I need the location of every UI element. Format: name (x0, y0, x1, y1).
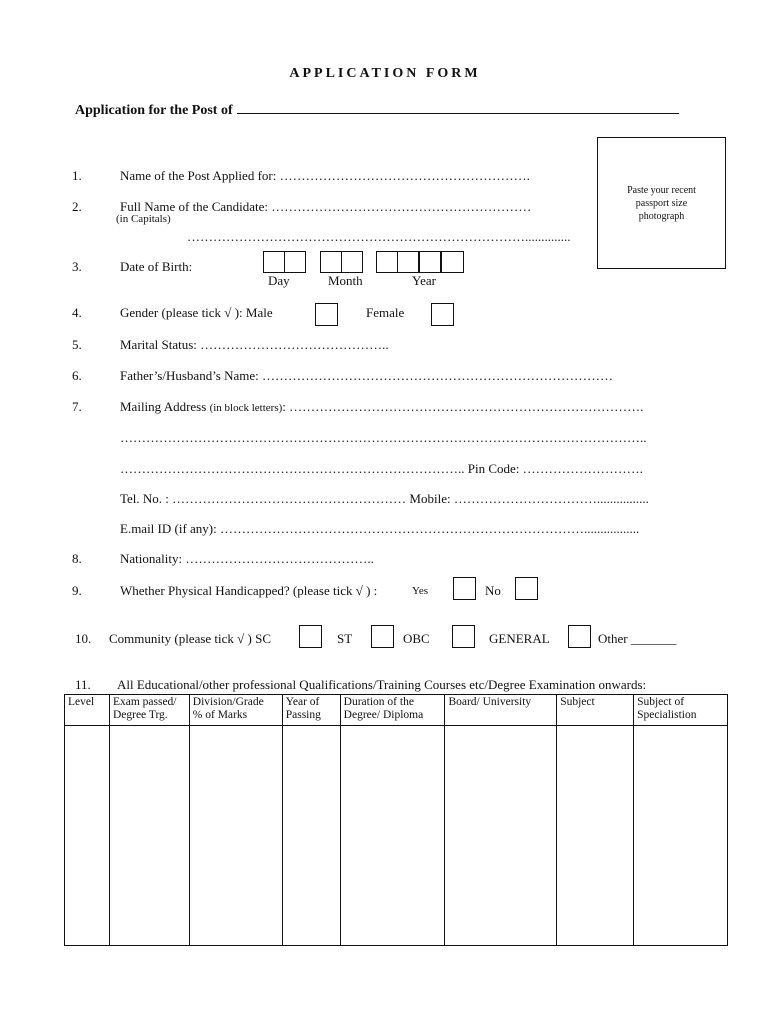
phone-mobile-field[interactable]: Tel. No. : ……………………………………………… Mobile: ……………………………................ (120, 491, 649, 506)
table-header-row (65, 695, 728, 726)
post-of-blank[interactable] (237, 101, 679, 114)
dob-year-box-3[interactable] (419, 251, 441, 273)
item-number: 8. (72, 551, 82, 566)
post-applied-field[interactable]: Name of the Post Applied for: …………………………………………………. (120, 168, 530, 183)
nationality-field[interactable]: Nationality: …………………………………….. (120, 551, 374, 566)
table-cell[interactable] (340, 726, 445, 946)
photo-box[interactable] (597, 137, 726, 269)
dob-year-box-2[interactable] (397, 251, 419, 273)
yes-label: Yes (412, 585, 429, 597)
handicapped-no-checkbox[interactable] (515, 577, 538, 600)
item-number: 4. (72, 305, 82, 320)
dob-year-box-1[interactable] (376, 251, 398, 273)
email-field[interactable]: E.mail ID (if any): …………………………………………………………………………................. (120, 521, 640, 536)
general-label: GENERAL (489, 631, 550, 646)
mailing-address-line-2[interactable]: ………………………………………………………………………………………………………….. (120, 430, 647, 445)
mailing-address-line-1: : ………………………………………………………………………. (282, 399, 644, 414)
male-checkbox[interactable] (315, 303, 338, 326)
table-cell[interactable] (282, 726, 340, 946)
column-header-specialisation: Subject of Specialistion (634, 695, 728, 726)
st-checkbox[interactable] (371, 625, 394, 648)
father-husband-name-field[interactable]: Father’s/Husband’s Name: ……………………………………………………………………… (120, 368, 614, 383)
dob-day-label: Day (268, 273, 290, 288)
item-number: 11. (75, 677, 91, 692)
no-label: No (485, 583, 501, 598)
photo-instructions: Paste your recent passport size photograph (627, 185, 696, 222)
item-number: 2. (72, 199, 82, 214)
table-cell[interactable] (557, 726, 634, 946)
handicapped-yes-checkbox[interactable] (453, 577, 476, 600)
female-checkbox[interactable] (431, 303, 454, 326)
column-header-duration: Duration of the Degree/ Diploma (340, 695, 445, 726)
qualifications-table (64, 694, 728, 946)
column-header-exam: Exam passed/ Degree Trg. (109, 695, 189, 726)
dob-label: Date of Birth: (120, 259, 193, 274)
other-community-field[interactable]: Other _______ (598, 631, 677, 646)
block-letters-note: (in block letters) (209, 402, 283, 414)
gender-label: Gender (please tick √ ): Male (120, 305, 273, 320)
item-number: 1. (72, 168, 82, 183)
handicapped-label: Whether Physical Handicapped? (please tick √ ) : (120, 583, 378, 598)
in-capitals-note: (in Capitals) (116, 213, 171, 225)
full-name-line-2[interactable]: …………………………………………………………………….............. (187, 229, 571, 244)
dob-month-label: Month (328, 273, 363, 288)
community-label: Community (please tick √ ) SC (109, 631, 272, 646)
table-cell[interactable] (445, 726, 557, 946)
item-number: 6. (72, 368, 82, 383)
form-title: APPLICATION FORM (289, 66, 481, 81)
column-header-level: Level (65, 695, 110, 726)
female-label: Female (366, 305, 405, 320)
st-label: ST (337, 631, 353, 646)
item-number: 10. (75, 631, 92, 646)
dob-month-box-2[interactable] (341, 251, 363, 273)
post-of-field (75, 101, 679, 119)
table-cell[interactable] (189, 726, 282, 946)
table-cell[interactable] (634, 726, 728, 946)
marital-status-field[interactable]: Marital Status: …………………………………….. (120, 337, 389, 352)
table-cell[interactable] (109, 726, 189, 946)
post-of-label: Application for the Post of (75, 103, 233, 118)
mailing-address-pin-line[interactable]: …………………………………………………………………….. Pin Code: ………………………. (120, 461, 643, 476)
column-header-division: Division/Grade % of Marks (189, 695, 282, 726)
sc-checkbox[interactable] (299, 625, 322, 648)
column-header-board: Board/ University (445, 695, 557, 726)
item-number: 5. (72, 337, 82, 352)
item-number: 9. (72, 583, 82, 598)
obc-label: OBC (403, 631, 430, 646)
dob-year-label: Year (412, 273, 436, 288)
mailing-address-field[interactable] (120, 399, 643, 415)
mailing-address-label: Mailing Address (120, 399, 207, 414)
item-number: 3. (72, 259, 82, 274)
table-row (65, 726, 728, 946)
column-header-subject: Subject (557, 695, 634, 726)
general-checkbox[interactable] (568, 625, 591, 648)
dob-day-box-1[interactable] (263, 251, 285, 273)
dob-year-box-4[interactable] (441, 251, 464, 273)
full-name-field[interactable]: Full Name of the Candidate: …………………………………………………… (120, 199, 532, 214)
qualifications-heading: All Educational/other professional Qualifications/Training Courses etc/Degree Examination onwards: (117, 677, 647, 692)
column-header-year: Year of Passing (282, 695, 340, 726)
obc-checkbox[interactable] (452, 625, 475, 648)
dob-month-box-1[interactable] (320, 251, 342, 273)
item-number: 7. (72, 399, 82, 414)
dob-day-box-2[interactable] (284, 251, 306, 273)
table-cell[interactable] (65, 726, 110, 946)
